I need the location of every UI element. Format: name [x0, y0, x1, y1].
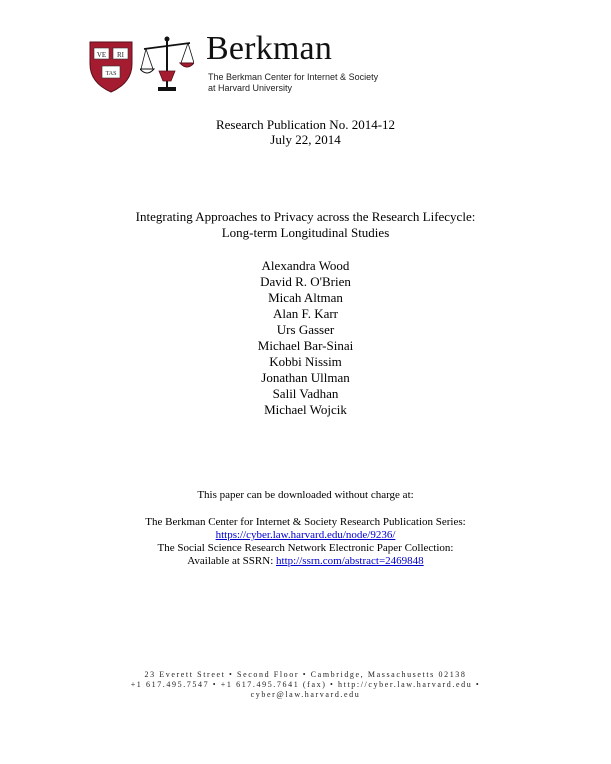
ssrn-link[interactable]: http://ssrn.com/abstract=2469848	[276, 555, 424, 567]
publication-number: Research Publication No. 2014-12	[215, 117, 396, 132]
brand-subtitle-line2: at Harvard University	[208, 83, 293, 93]
author-name: Alexandra Wood	[261, 258, 350, 273]
author-name: Michael Wojcik	[264, 402, 347, 417]
paper-title-line1: Integrating Approaches to Privacy across the Research Lifecycle:	[135, 209, 476, 224]
publication-info	[0, 117, 611, 147]
publication-series	[0, 516, 611, 568]
harvard-shield-icon	[88, 40, 134, 94]
ssrn-prefix: Available at SSRN:	[187, 555, 277, 567]
ssrn-series-label: The Social Science Research Network Electronic Paper Collection:	[157, 542, 454, 554]
publication-date: July 22, 2014	[270, 132, 341, 147]
shield-text-ve: VE	[96, 51, 107, 59]
shield-text-ri: RI	[117, 51, 124, 59]
brand-name: Berkman	[206, 30, 333, 67]
footer-email: cyber@law.harvard.edu	[250, 690, 361, 699]
header-logo	[88, 32, 388, 102]
berkman-series-link[interactable]: https://cyber.law.harvard.edu/node/9236/	[215, 529, 396, 541]
author-name: Micah Altman	[268, 290, 343, 305]
author-name: Michael Bar-Sinai	[257, 338, 354, 353]
berkman-series-label: The Berkman Center for Internet & Society Research Publication Series:	[145, 516, 466, 528]
ssrn-availability	[0, 555, 611, 568]
scales-of-justice-icon	[140, 35, 194, 93]
shield-text-tas: TAS	[105, 71, 117, 77]
author-list	[0, 258, 611, 418]
author-name: Salil Vadhan	[272, 386, 339, 401]
author-name: Kobbi Nissim	[269, 354, 342, 369]
author-name: Urs Gasser	[276, 322, 335, 337]
footer-phone-web: +1 617.495.7547 • +1 617.495.7641 (fax) • http://cyber.law.harvard.edu •	[130, 680, 481, 689]
footer-address: 23 Everett Street • Second Floor • Cambridge, Massachusetts 02138	[144, 670, 467, 679]
author-name: Jonathan Ullman	[261, 370, 350, 385]
download-notice: This paper can be downloaded without charge at:	[197, 489, 414, 501]
brand-subtitle	[208, 72, 378, 94]
author-name: Alan F. Karr	[272, 306, 339, 321]
author-name: David R. O'Brien	[260, 274, 351, 289]
paper-title	[0, 209, 611, 241]
brand-subtitle-line1: The Berkman Center for Internet & Society	[208, 72, 379, 82]
footer-contact	[0, 670, 611, 700]
paper-title-line2: Long-term Longitudinal Studies	[221, 225, 390, 240]
